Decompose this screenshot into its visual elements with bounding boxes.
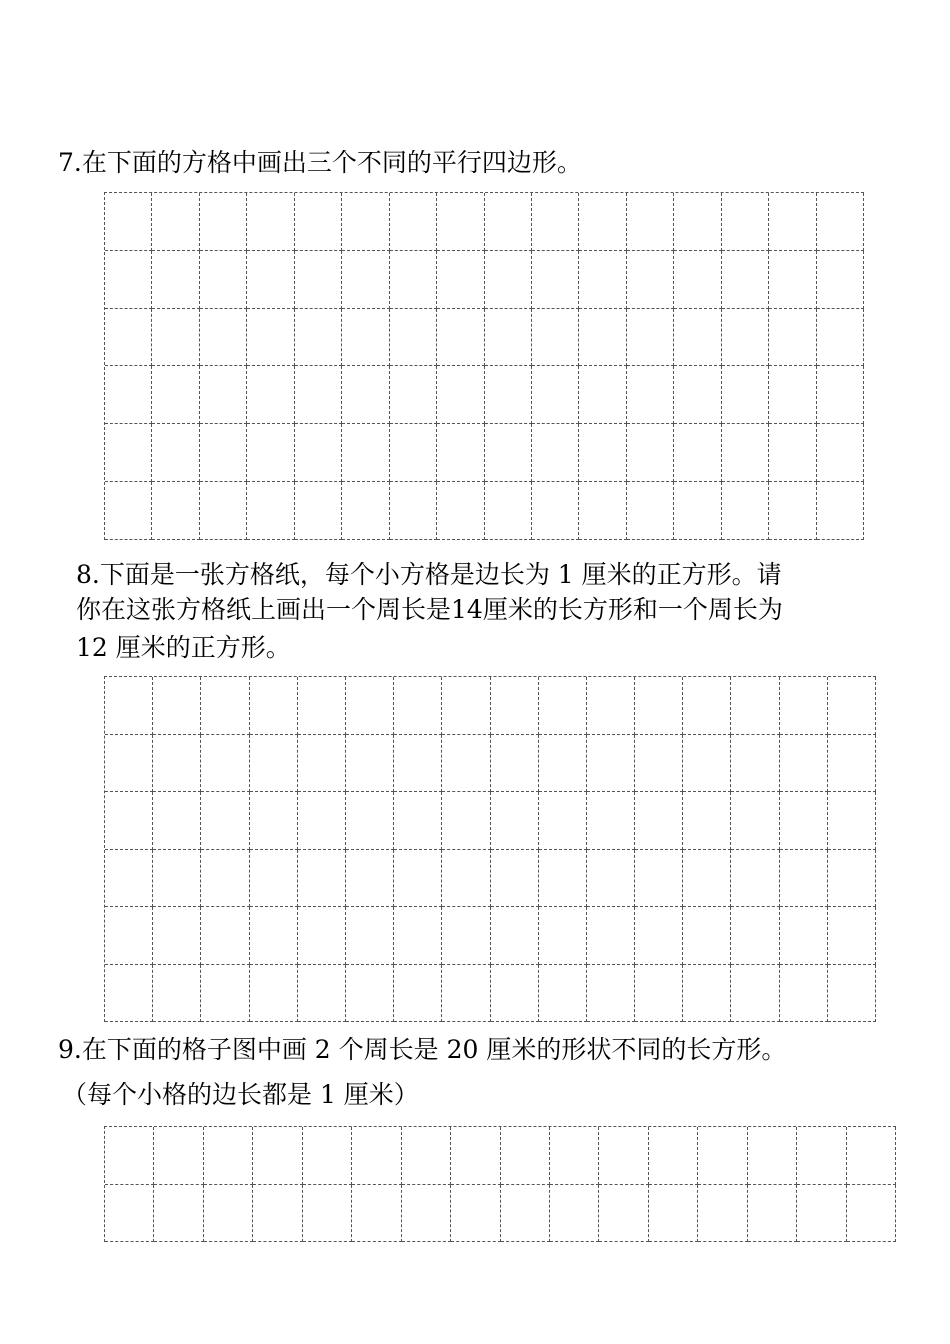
grid-cell[interactable]: [731, 792, 779, 850]
grid-cell[interactable]: [817, 251, 864, 309]
grid-cell[interactable]: [247, 309, 294, 367]
grid-cell[interactable]: [295, 366, 342, 424]
grid-cell[interactable]: [587, 965, 635, 1023]
question-7-text: 7.在下面的方格中画出三个不同的平行四边形。: [58, 148, 582, 177]
grid-cell[interactable]: [649, 1127, 698, 1185]
grid-cell[interactable]: [250, 792, 298, 850]
grid-cell[interactable]: [394, 677, 442, 735]
grid-cell[interactable]: [390, 482, 437, 540]
grid-cell[interactable]: [390, 424, 437, 482]
grid-cell[interactable]: [587, 735, 635, 793]
grid-cell[interactable]: [674, 482, 721, 540]
grid-cell[interactable]: [342, 193, 389, 251]
grid-cell[interactable]: [153, 677, 201, 735]
grid-cell[interactable]: [201, 792, 249, 850]
grid-cell[interactable]: [722, 193, 769, 251]
grid-cell[interactable]: [539, 792, 587, 850]
grid-cell[interactable]: [394, 907, 442, 965]
grid-cell[interactable]: [485, 482, 532, 540]
grid-cell[interactable]: [200, 366, 247, 424]
grid-cell[interactable]: [485, 251, 532, 309]
grid-cell[interactable]: [722, 251, 769, 309]
grid-cell[interactable]: [485, 366, 532, 424]
grid-cell[interactable]: [579, 309, 626, 367]
grid-cell[interactable]: [674, 251, 721, 309]
grid-cell[interactable]: [253, 1127, 302, 1185]
grid-cell[interactable]: [105, 1127, 154, 1185]
grid-cell[interactable]: [295, 251, 342, 309]
grid-cell[interactable]: [402, 1185, 451, 1243]
grid-cell[interactable]: [797, 1127, 846, 1185]
grid-cell[interactable]: [587, 792, 635, 850]
grid-cell[interactable]: [390, 193, 437, 251]
grid-cell[interactable]: [200, 193, 247, 251]
grid-cell[interactable]: [442, 792, 490, 850]
grid-cell[interactable]: [501, 1185, 550, 1243]
grid-cell[interactable]: [722, 424, 769, 482]
grid-cell[interactable]: [722, 309, 769, 367]
grid-cell[interactable]: [587, 850, 635, 908]
grid-cell[interactable]: [599, 1127, 648, 1185]
grid-cell[interactable]: [352, 1185, 401, 1243]
question-8-line-1: 8.下面是一张方格纸，每个小方格是边长为 1 厘米的正方形。请: [76, 560, 782, 589]
grid-cell[interactable]: [152, 251, 199, 309]
grid-cell[interactable]: [579, 251, 626, 309]
grid-cell[interactable]: [731, 850, 779, 908]
grid-cell[interactable]: [532, 424, 579, 482]
grid-cell[interactable]: [298, 735, 346, 793]
grid-cell[interactable]: [501, 1127, 550, 1185]
grid-cell[interactable]: [635, 850, 683, 908]
grid-cell[interactable]: [579, 482, 626, 540]
grid-cell[interactable]: [152, 193, 199, 251]
grid-cell[interactable]: [154, 1127, 203, 1185]
question-8-line-3: 12 厘米的正方形。: [76, 633, 291, 662]
grid-cell[interactable]: [532, 309, 579, 367]
grid-cell[interactable]: [674, 309, 721, 367]
grid-cell[interactable]: [627, 193, 674, 251]
grid-cell[interactable]: [683, 677, 731, 735]
grid-cell[interactable]: [828, 907, 876, 965]
grid-cell[interactable]: [298, 677, 346, 735]
grid-cell[interactable]: [105, 1185, 154, 1243]
grid-cell[interactable]: [437, 251, 484, 309]
grid-cell[interactable]: [402, 1127, 451, 1185]
grid-cell[interactable]: [627, 482, 674, 540]
grid-cell[interactable]: [394, 965, 442, 1023]
grid-cell[interactable]: [635, 792, 683, 850]
grid-cell[interactable]: [817, 366, 864, 424]
grid-cell[interactable]: [342, 424, 389, 482]
question-7-grid[interactable]: [104, 192, 864, 540]
grid-cell[interactable]: [539, 677, 587, 735]
grid-cell[interactable]: [635, 907, 683, 965]
grid-cell[interactable]: [491, 677, 539, 735]
grid-cell[interactable]: [491, 792, 539, 850]
grid-cell[interactable]: [442, 907, 490, 965]
grid-cell[interactable]: [105, 965, 153, 1023]
grid-cell[interactable]: [828, 677, 876, 735]
grid-cell[interactable]: [828, 792, 876, 850]
grid-cell[interactable]: [674, 193, 721, 251]
grid-cell[interactable]: [817, 309, 864, 367]
grid-cell[interactable]: [295, 482, 342, 540]
grid-cell[interactable]: [579, 366, 626, 424]
grid-cell[interactable]: [105, 677, 153, 735]
grid-cell[interactable]: [346, 677, 394, 735]
grid-cell[interactable]: [437, 309, 484, 367]
grid-cell[interactable]: [247, 193, 294, 251]
grid-cell[interactable]: [200, 309, 247, 367]
grid-cell[interactable]: [817, 482, 864, 540]
grid-cell[interactable]: [390, 309, 437, 367]
grid-cell[interactable]: [342, 309, 389, 367]
grid-cell[interactable]: [346, 850, 394, 908]
grid-cell[interactable]: [635, 965, 683, 1023]
grid-cell[interactable]: [105, 482, 152, 540]
grid-cell[interactable]: [627, 251, 674, 309]
grid-cell[interactable]: [390, 366, 437, 424]
grid-cell[interactable]: [587, 907, 635, 965]
grid-cell[interactable]: [627, 424, 674, 482]
grid-cell[interactable]: [303, 1185, 352, 1243]
grid-cell[interactable]: [298, 965, 346, 1023]
grid-cell[interactable]: [105, 792, 153, 850]
grid-cell[interactable]: [200, 482, 247, 540]
grid-cell[interactable]: [769, 482, 816, 540]
grid-cell[interactable]: [828, 735, 876, 793]
grid-cell[interactable]: [346, 907, 394, 965]
grid-cell[interactable]: [780, 792, 828, 850]
grid-cell[interactable]: [731, 965, 779, 1023]
grid-cell[interactable]: [442, 850, 490, 908]
grid-cell[interactable]: [442, 677, 490, 735]
grid-cell[interactable]: [298, 792, 346, 850]
grid-cell[interactable]: [828, 850, 876, 908]
question-9-line-2: （每个小格的边长都是 1 厘米）: [62, 1080, 419, 1109]
grid-cell[interactable]: [683, 850, 731, 908]
grid-cell[interactable]: [780, 907, 828, 965]
grid-cell[interactable]: [769, 366, 816, 424]
grid-cell[interactable]: [394, 735, 442, 793]
grid-cell[interactable]: [442, 965, 490, 1023]
grid-cell[interactable]: [627, 309, 674, 367]
grid-cell[interactable]: [539, 735, 587, 793]
grid-cell[interactable]: [599, 1185, 648, 1243]
grid-cell[interactable]: [539, 850, 587, 908]
grid-cell[interactable]: [442, 735, 490, 793]
grid-cell[interactable]: [817, 424, 864, 482]
grid-cell[interactable]: [153, 850, 201, 908]
grid-cell[interactable]: [579, 424, 626, 482]
grid-cell[interactable]: [295, 309, 342, 367]
question-9-grid[interactable]: [104, 1126, 896, 1242]
grid-cell[interactable]: [485, 309, 532, 367]
grid-cell[interactable]: [491, 907, 539, 965]
grid-cell[interactable]: [485, 193, 532, 251]
grid-cell[interactable]: [485, 424, 532, 482]
grid-cell[interactable]: [342, 482, 389, 540]
grid-cell[interactable]: [247, 482, 294, 540]
grid-cell[interactable]: [437, 424, 484, 482]
grid-cell[interactable]: [153, 907, 201, 965]
grid-cell[interactable]: [722, 366, 769, 424]
grid-cell[interactable]: [295, 424, 342, 482]
grid-cell[interactable]: [390, 251, 437, 309]
grid-cell[interactable]: [649, 1185, 698, 1243]
grid-cell[interactable]: [295, 193, 342, 251]
grid-cell[interactable]: [587, 677, 635, 735]
grid-cell[interactable]: [780, 735, 828, 793]
grid-cell[interactable]: [451, 1127, 500, 1185]
grid-cell[interactable]: [201, 850, 249, 908]
grid-cell[interactable]: [635, 735, 683, 793]
grid-cell[interactable]: [674, 366, 721, 424]
grid-cell[interactable]: [201, 735, 249, 793]
grid-cell[interactable]: [731, 907, 779, 965]
grid-cell[interactable]: [105, 193, 152, 251]
grid-cell[interactable]: [346, 735, 394, 793]
grid-cell[interactable]: [298, 850, 346, 908]
grid-cell[interactable]: [201, 965, 249, 1023]
grid-cell[interactable]: [105, 366, 152, 424]
grid-cell[interactable]: [250, 677, 298, 735]
grid-cell[interactable]: [683, 907, 731, 965]
grid-cell[interactable]: [105, 907, 153, 965]
grid-cell[interactable]: [200, 251, 247, 309]
grid-cell[interactable]: [769, 251, 816, 309]
grid-cell[interactable]: [748, 1185, 797, 1243]
grid-cell[interactable]: [491, 965, 539, 1023]
grid-cell[interactable]: [627, 366, 674, 424]
grid-cell[interactable]: [532, 251, 579, 309]
grid-cell[interactable]: [247, 251, 294, 309]
grid-cell[interactable]: [437, 366, 484, 424]
grid-cell[interactable]: [491, 850, 539, 908]
grid-cell[interactable]: [105, 424, 152, 482]
grid-cell[interactable]: [394, 850, 442, 908]
grid-cell[interactable]: [683, 792, 731, 850]
grid-cell[interactable]: [550, 1127, 599, 1185]
grid-cell[interactable]: [539, 965, 587, 1023]
grid-cell[interactable]: [437, 193, 484, 251]
grid-cell[interactable]: [250, 850, 298, 908]
grid-cell[interactable]: [352, 1127, 401, 1185]
grid-cell[interactable]: [579, 193, 626, 251]
grid-cell[interactable]: [253, 1185, 302, 1243]
grid-cell[interactable]: [780, 677, 828, 735]
grid-cell[interactable]: [250, 965, 298, 1023]
grid-cell[interactable]: [491, 735, 539, 793]
grid-cell[interactable]: [201, 907, 249, 965]
grid-cell[interactable]: [152, 482, 199, 540]
grid-cell[interactable]: [769, 424, 816, 482]
grid-cell[interactable]: [298, 907, 346, 965]
grid-cell[interactable]: [769, 193, 816, 251]
grid-cell[interactable]: [247, 366, 294, 424]
grid-cell[interactable]: [394, 792, 442, 850]
grid-cell[interactable]: [105, 850, 153, 908]
grid-cell[interactable]: [152, 366, 199, 424]
grid-cell[interactable]: [683, 735, 731, 793]
grid-cell[interactable]: [303, 1127, 352, 1185]
grid-cell[interactable]: [105, 735, 153, 793]
question-9-line-1: 9.在下面的格子图中画 2 个周长是 20 厘米的形状不同的长方形。: [58, 1035, 787, 1064]
grid-cell[interactable]: [152, 309, 199, 367]
grid-cell[interactable]: [250, 735, 298, 793]
grid-cell[interactable]: [532, 482, 579, 540]
grid-cell[interactable]: [532, 193, 579, 251]
grid-cell[interactable]: [769, 309, 816, 367]
grid-cell[interactable]: [635, 677, 683, 735]
grid-cell[interactable]: [204, 1185, 253, 1243]
grid-cell[interactable]: [152, 424, 199, 482]
grid-cell[interactable]: [731, 677, 779, 735]
grid-cell[interactable]: [698, 1127, 747, 1185]
grid-cell[interactable]: [780, 965, 828, 1023]
grid-cell[interactable]: [731, 735, 779, 793]
grid-cell[interactable]: [451, 1185, 500, 1243]
grid-cell[interactable]: [153, 735, 201, 793]
grid-cell[interactable]: [748, 1127, 797, 1185]
grid-cell[interactable]: [105, 251, 152, 309]
grid-cell[interactable]: [698, 1185, 747, 1243]
grid-cell[interactable]: [154, 1185, 203, 1243]
grid-cell[interactable]: [847, 1185, 896, 1243]
grid-cell[interactable]: [247, 424, 294, 482]
grid-cell[interactable]: [105, 309, 152, 367]
question-8-line-2: 你在这张方格纸上画出一个周长是14厘米的长方形和一个周长为: [76, 595, 783, 624]
question-8-grid[interactable]: [104, 676, 876, 1022]
grid-cell[interactable]: [539, 907, 587, 965]
grid-cell[interactable]: [817, 193, 864, 251]
grid-cell[interactable]: [342, 366, 389, 424]
grid-cell[interactable]: [780, 850, 828, 908]
grid-cell[interactable]: [346, 965, 394, 1023]
grid-cell[interactable]: [674, 424, 721, 482]
grid-cell[interactable]: [153, 792, 201, 850]
grid-cell[interactable]: [550, 1185, 599, 1243]
grid-cell[interactable]: [847, 1127, 896, 1185]
grid-cell[interactable]: [532, 366, 579, 424]
grid-cell[interactable]: [828, 965, 876, 1023]
grid-cell[interactable]: [683, 965, 731, 1023]
grid-cell[interactable]: [153, 965, 201, 1023]
grid-cell[interactable]: [201, 677, 249, 735]
grid-cell[interactable]: [722, 482, 769, 540]
grid-cell[interactable]: [200, 424, 247, 482]
grid-cell[interactable]: [797, 1185, 846, 1243]
grid-cell[interactable]: [342, 251, 389, 309]
grid-cell[interactable]: [250, 907, 298, 965]
grid-cell[interactable]: [204, 1127, 253, 1185]
grid-cell[interactable]: [437, 482, 484, 540]
grid-cell[interactable]: [346, 792, 394, 850]
